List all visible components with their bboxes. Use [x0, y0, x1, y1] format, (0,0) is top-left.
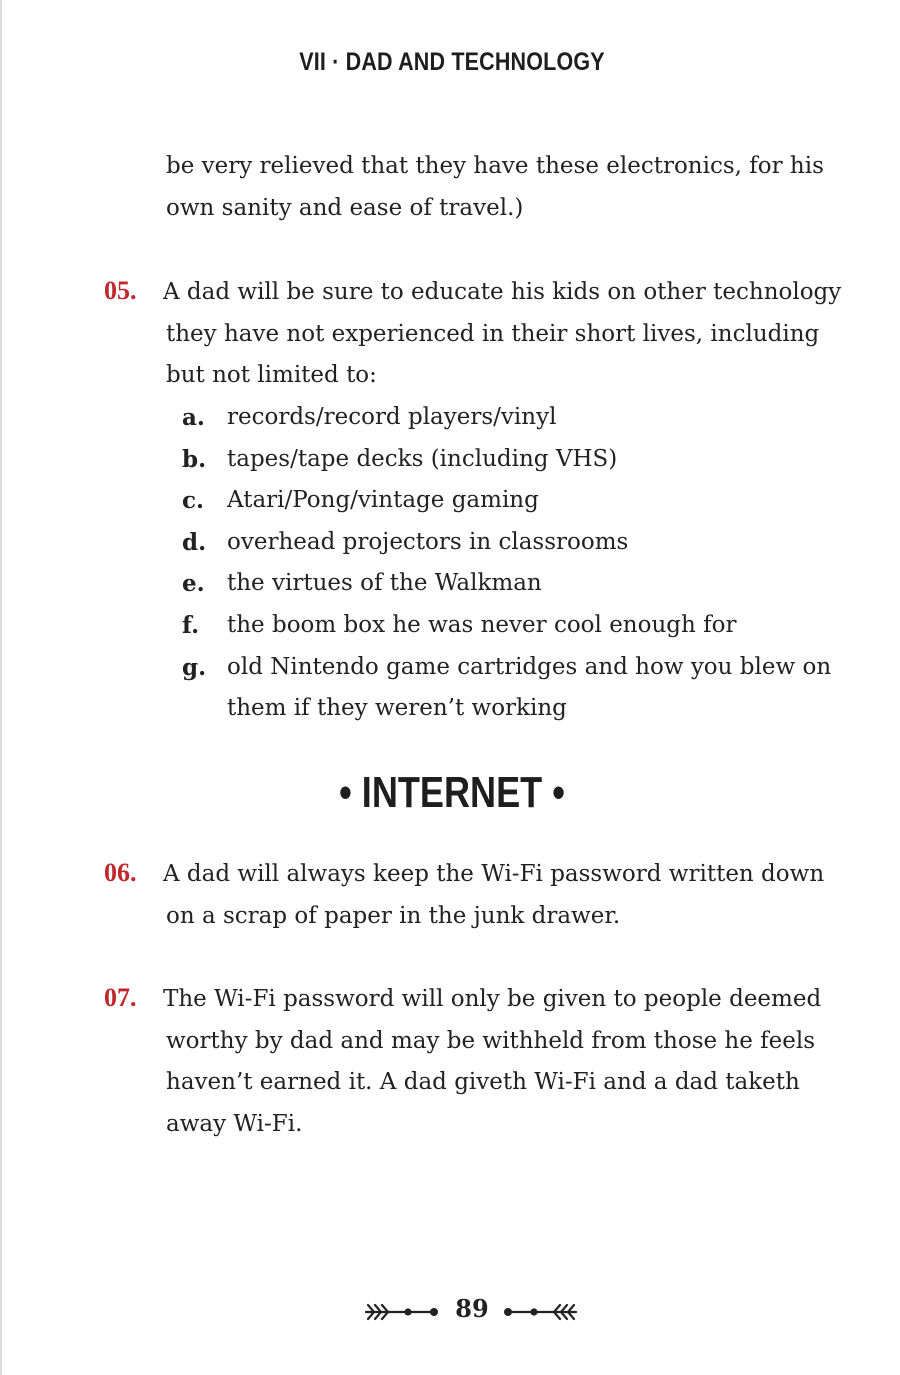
text-line: them if they weren’t working — [227, 695, 567, 722]
list-item — [182, 522, 862, 564]
item-05-text — [163, 272, 846, 397]
list-letter: e. — [182, 570, 205, 598]
item-07-text — [163, 979, 846, 1145]
list-text: the boom box he was never cool enough for — [227, 611, 737, 638]
text-line: worthy by dad and may be withheld from those he feels — [166, 1027, 816, 1054]
text-line: be very relieved that they have these electronics, for his — [166, 153, 824, 179]
list-text: the virtues of the Walkman — [227, 570, 542, 597]
text-line: own sanity and ease of travel.) — [166, 194, 524, 221]
text-line: on a scrap of paper in the junk drawer. — [166, 902, 621, 929]
continuation-paragraph — [166, 146, 846, 229]
item-number: 05. — [104, 276, 137, 305]
running-head: VII · DAD AND TECHNOLOGY — [299, 48, 605, 76]
list-letter: g. — [182, 653, 207, 681]
list-item — [182, 563, 862, 605]
technology-list — [182, 397, 862, 730]
list-letter: a. — [182, 404, 205, 431]
text-line: haven’t earned it. A dad giveth Wi-Fi and a dad taketh — [166, 1069, 800, 1096]
item-number: 07. — [104, 983, 137, 1012]
item-number: 06. — [104, 858, 137, 887]
text-line: old Nintendo game cartridges and how you blew on — [227, 653, 832, 680]
list-letter: d. — [182, 528, 207, 556]
list-text: Atari/Pong/vintage gaming — [227, 487, 539, 514]
list-item — [182, 605, 862, 647]
list-text — [227, 647, 847, 730]
text-line: away Wi-Fi. — [166, 1110, 303, 1137]
text-line: they have not experienced in their short lives, including — [166, 320, 820, 347]
page-number: 89 — [455, 1294, 489, 1323]
list-item — [182, 397, 862, 439]
text-line: The Wi-Fi password will only be given to people deemed — [163, 986, 822, 1012]
list-text: tapes/tape decks (including VHS) — [227, 445, 618, 472]
list-letter: b. — [182, 445, 207, 473]
section-heading: • INTERNET • — [339, 768, 565, 817]
list-letter: c. — [182, 487, 205, 515]
list-text: records/record players/vinyl — [227, 404, 557, 430]
text-line: but not limited to: — [166, 362, 377, 389]
list-item — [182, 480, 862, 522]
list-item — [182, 439, 862, 481]
text-line: A dad will always keep the Wi-Fi password written down — [163, 861, 825, 887]
text-line: A dad will be sure to educate his kids on other technology — [163, 279, 842, 305]
list-item — [182, 647, 862, 730]
page-folio — [2, 1292, 900, 1332]
list-text: overhead projectors in classrooms — [227, 528, 629, 555]
arrow-tail-ornament-icon — [364, 1301, 440, 1323]
arrow-tail-ornament-icon — [502, 1301, 578, 1323]
item-06-text — [163, 854, 846, 937]
list-letter: f. — [182, 611, 200, 639]
